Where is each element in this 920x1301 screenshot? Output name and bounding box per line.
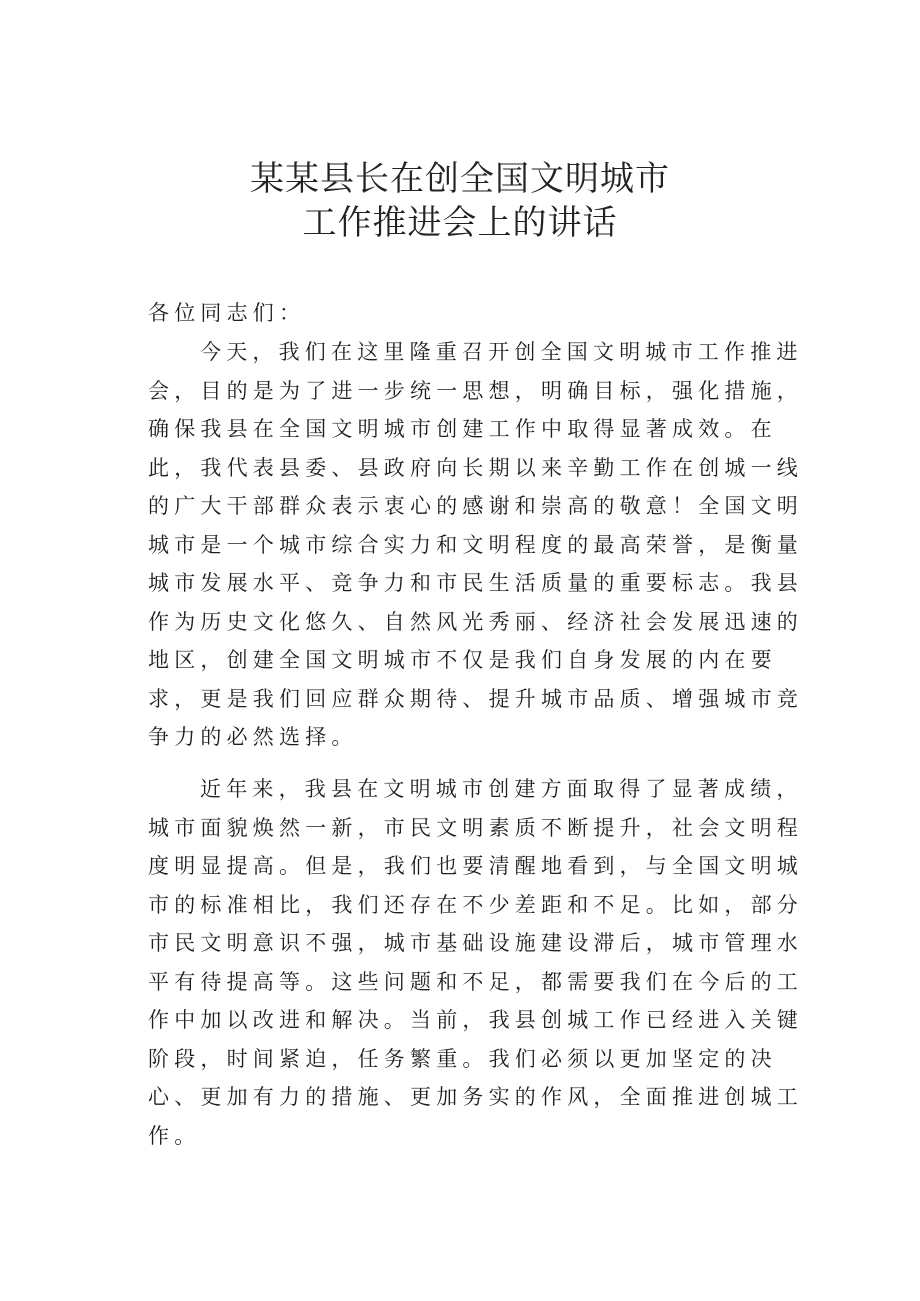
salutation: 各位同志们： <box>148 301 306 325</box>
paragraph-1: 今天，我们在这里隆重召开创全国文明城市工作推进会，目的是为了进一步统一思想，明确目标，强化措施，确保我县在全国文明城市创建工作中取得显著成效。在此，我代表县委、县政府向长期以来辛勤工作在创城一线的广大干部群众表示衷心的感谢和崇高的敬意！全国文明城市是一个城市综合实力和文明程度的最高荣誉，是衡量城市发展水平、竞争力和市民生活质量的重要标志。我县作为历史文化悠久、自然风光秀丽、经济社会发展迅速的地区，创建全国文明城市不仅是我们自身发展的内在要求，更是我们回应群众期待、提升城市品质、增强城市竞争力的必然选择。 <box>148 340 803 749</box>
document-title-line-1: 某某县长在创全国文明城市 <box>250 159 670 199</box>
paragraph-2: 近年来，我县在文明城市创建方面取得了显著成绩，城市面貌焕然一新，市民文明素质不断提升，社会文明程度明显提高。但是，我们也要清醒地看到，与全国文明城市的标准相比，我们还存在不少差距和不足。比如，部分市民文明意识不强，城市基础设施建设滞后，城市管理水平有待提高等。这些问题和不足，都需要我们在今后的工作中加以改进和解决。当前，我县创城工作已经进入关键阶段，时间紧迫，任务繁重。我们必须以更加坚定的决心、更加有力的措施、更加务实的作风，全面推进创城工作。 <box>148 777 803 1148</box>
document-title-line-2: 工作推进会上的讲话 <box>302 203 618 243</box>
